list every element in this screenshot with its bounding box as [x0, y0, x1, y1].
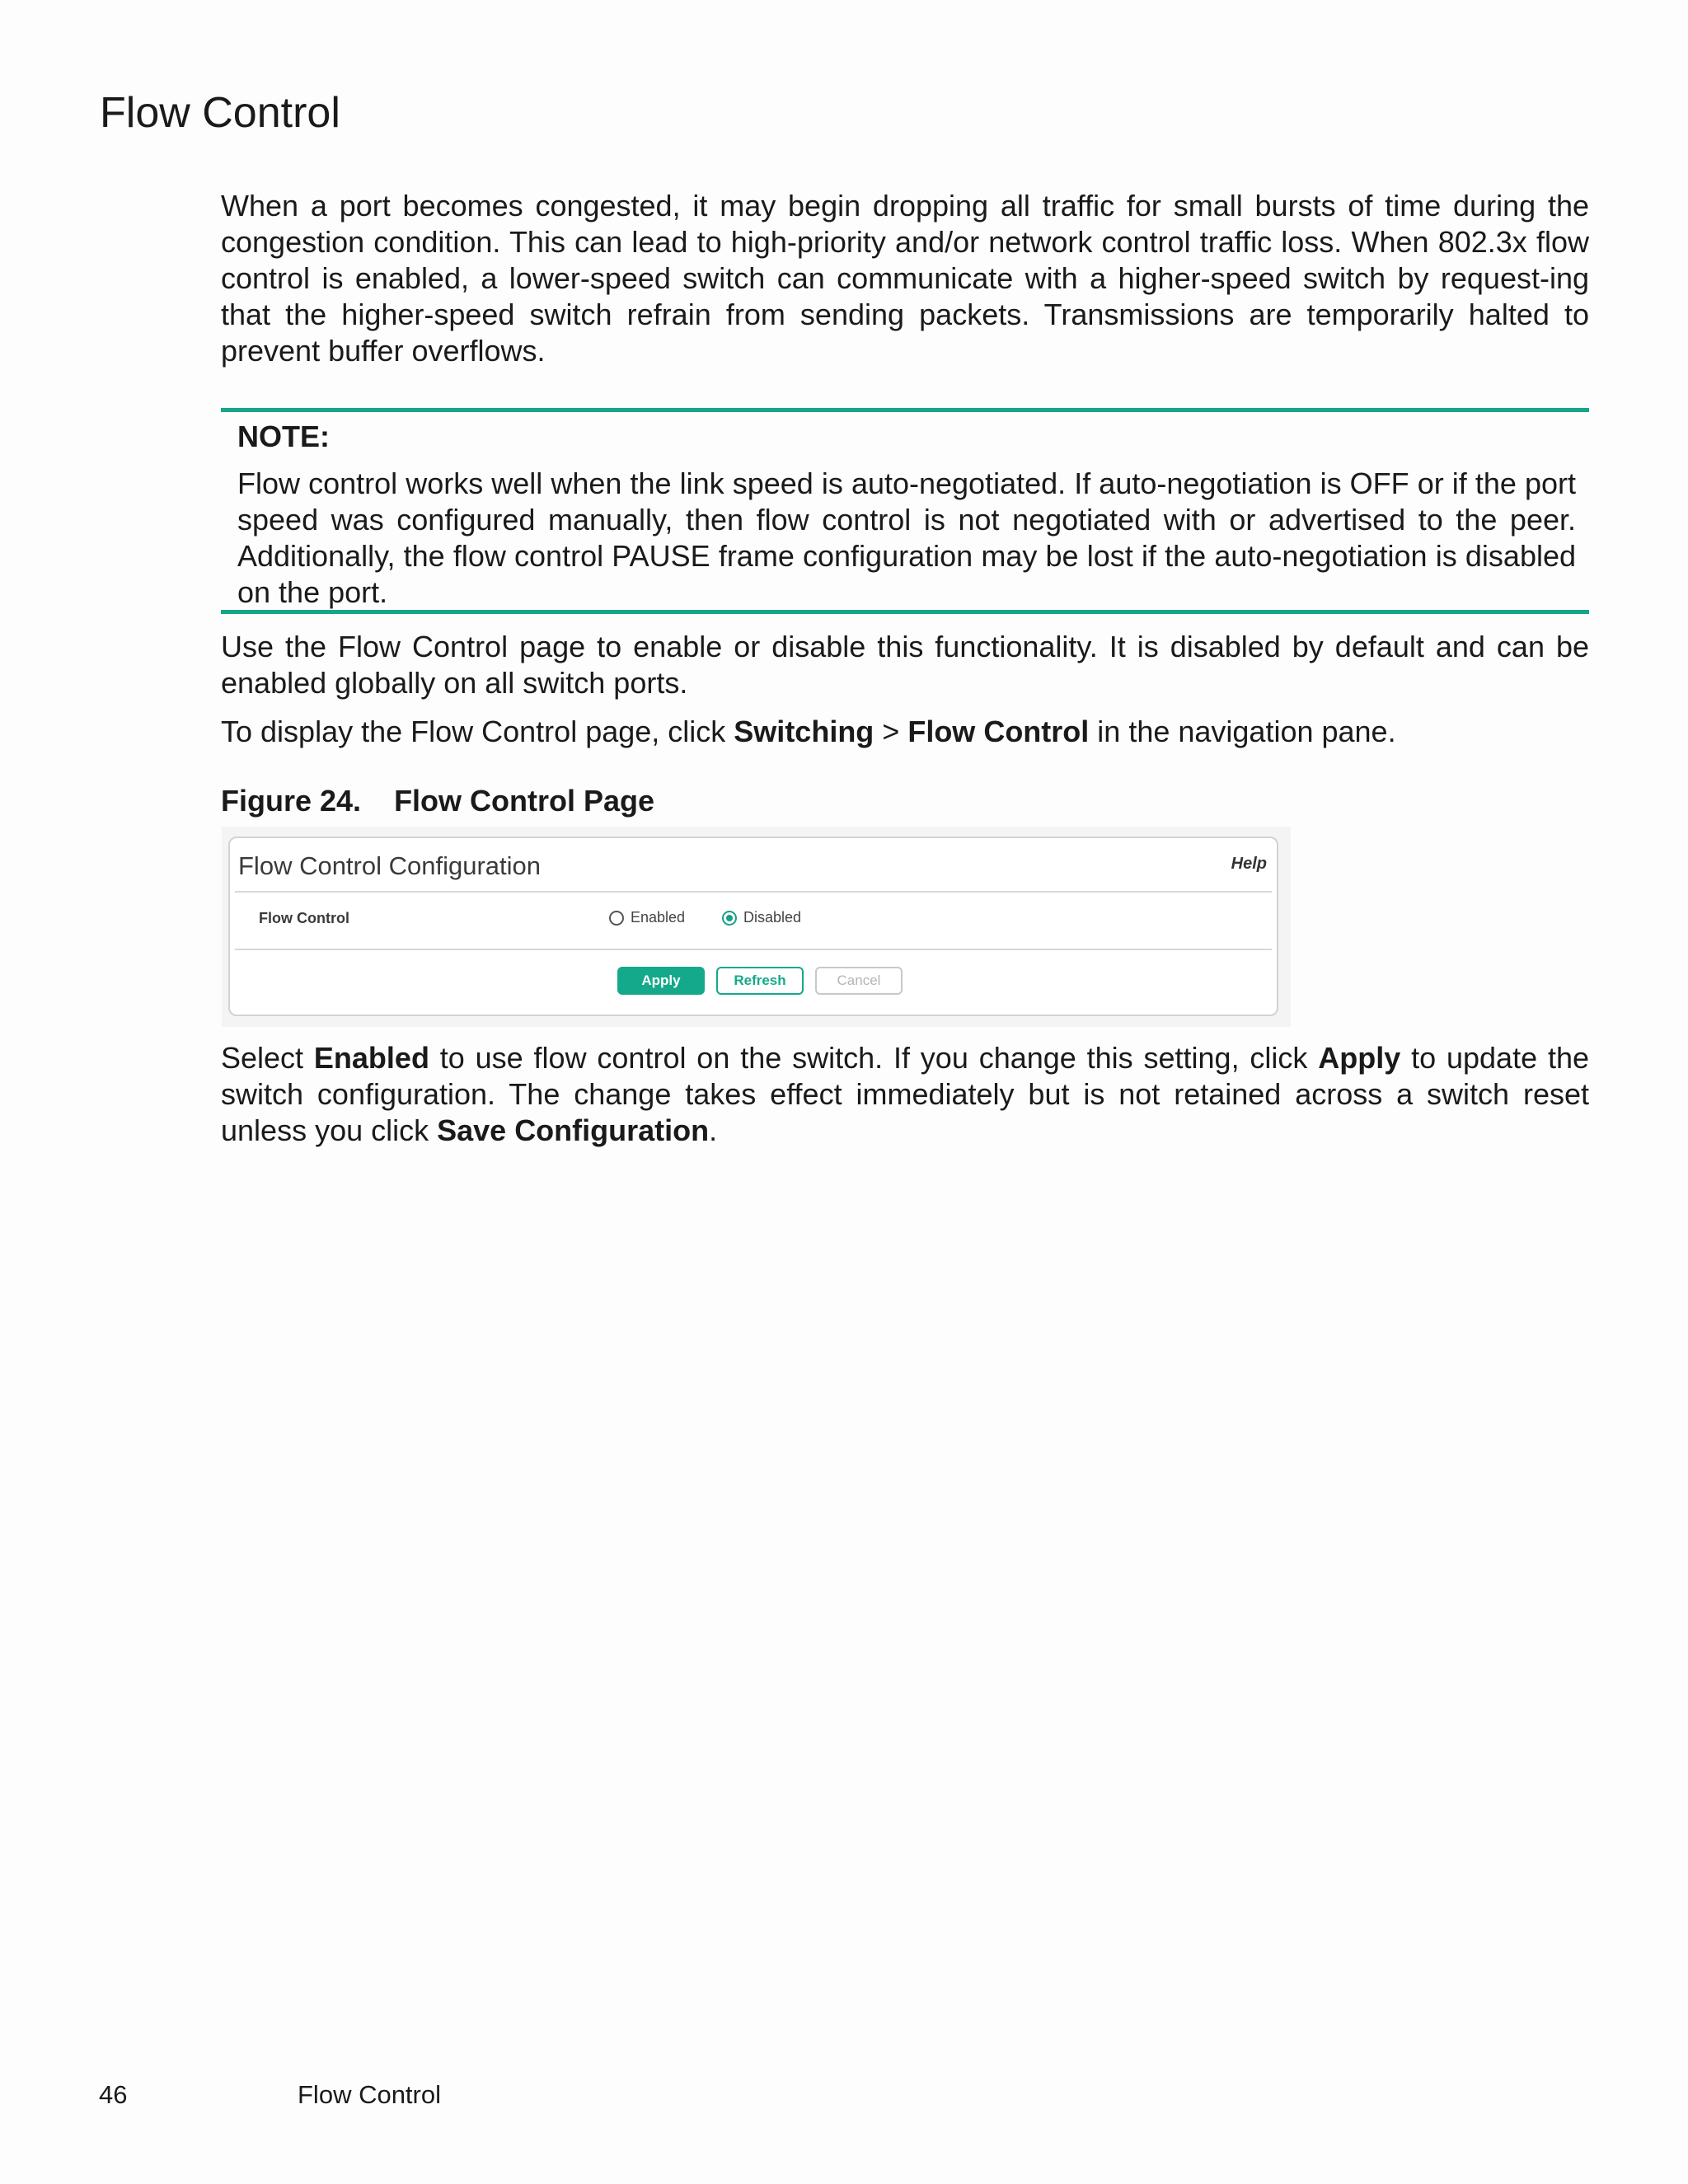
- flow-control-screenshot: [222, 827, 1291, 1027]
- note-heading: NOTE:: [237, 419, 330, 453]
- navigation-paragraph: [221, 714, 1589, 750]
- select-text: [221, 1040, 1589, 1149]
- nav-separator: >: [874, 715, 908, 748]
- navigation-prefix: To display the Flow Control page, click: [221, 715, 734, 748]
- note-text: Flow control works well when the link speed is auto-negotiated. If auto-negotiation is OFF or if the port speed was configured manually, then flow control is not negotiated with or advertised to the peer. Additionally, the flow control PAUSE frame configuration may be lost if the auto-negotiation is disabled on the port.: [237, 466, 1576, 609]
- title-divider: [235, 891, 1272, 893]
- disabled-radio[interactable]: [722, 909, 801, 926]
- apply-term: Apply: [1318, 1041, 1401, 1075]
- enabled-radio[interactable]: [609, 909, 685, 926]
- note-box: [221, 408, 1589, 614]
- radio-unchecked-icon[interactable]: [609, 911, 624, 926]
- enabled-term: Enabled: [313, 1041, 429, 1075]
- nav-flow-control: Flow Control: [907, 715, 1090, 748]
- flow-control-configuration-panel: [228, 837, 1278, 1016]
- enabled-label: Enabled: [631, 909, 686, 926]
- cancel-button[interactable]: Cancel: [815, 967, 903, 995]
- panel-title: Flow Control Configuration: [238, 851, 542, 880]
- radio-checked-icon[interactable]: [722, 911, 737, 926]
- refresh-button[interactable]: Refresh: [716, 967, 804, 995]
- save-configuration-term: Save Configuration: [437, 1113, 710, 1147]
- footer-section: Flow Control: [298, 2080, 441, 2109]
- figure-title: Flow Control Page: [394, 784, 655, 818]
- usage-paragraph: [221, 629, 1589, 701]
- figure-caption: [221, 783, 1589, 819]
- apply-button[interactable]: Apply: [617, 967, 705, 995]
- form-divider: [235, 949, 1272, 950]
- page-title: Flow Control: [100, 89, 340, 137]
- select-text-3: to update the switch configuration. The change takes effect immediately but is not retained across a switch reset unless you click: [221, 1041, 1589, 1147]
- select-text-1: Select: [221, 1041, 314, 1075]
- select-paragraph: [221, 1040, 1589, 1149]
- select-text-2: to use flow control on the switch. If you change this setting, click: [429, 1041, 1319, 1075]
- navigation-suffix: in the navigation pane.: [1089, 715, 1396, 748]
- help-link[interactable]: Help: [1231, 855, 1267, 873]
- figure-number: Figure 24.: [221, 784, 362, 818]
- usage-text: Use the Flow Control page to enable or disable this functionality. It is disabled by default and can be enabled globally on all switch ports.: [221, 630, 1589, 700]
- nav-switching: Switching: [734, 715, 874, 748]
- disabled-label: Disabled: [743, 909, 802, 926]
- intro-text: When a port becomes congested, it may begin dropping all traffic for small bursts of time during the congestion condition. This can lead to high-priority and/or network control traffic loss. When 802.3x flow control is enabled, a lower-speed switch can communicate with a higher-speed switch by request-ing that the higher-speed switch refrain from sending packets. Transmissions are temporarily halted to prevent buffer overflows.: [221, 189, 1589, 368]
- intro-paragraph: [221, 188, 1589, 369]
- page-number: 46: [99, 2080, 128, 2109]
- flow-control-label: Flow Control: [259, 910, 349, 926]
- navigation-text: [221, 714, 1589, 750]
- select-text-4: .: [709, 1113, 718, 1147]
